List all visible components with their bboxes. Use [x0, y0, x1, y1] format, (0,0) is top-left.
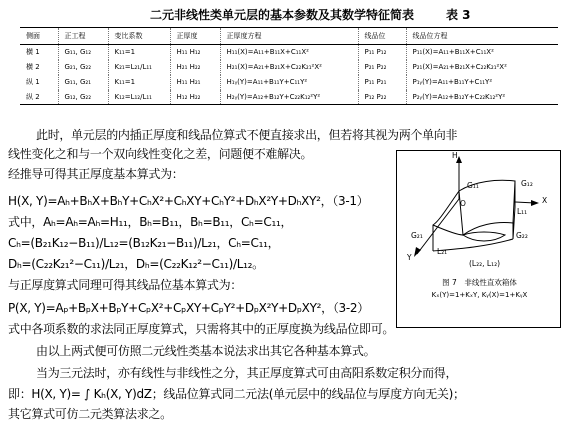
- table-row: [20, 45, 558, 60]
- body-line: 此时，单元层的内插正厚度和线品位算式不便直接求出，但若将其视为两个单向非: [36, 128, 458, 142]
- body-line: 当为三元法时，亦有线性与非线性之分，其正厚度算式可由高阳系数定积分而得，: [36, 366, 458, 380]
- table-cell: H₂₁(X)=A₂₁+B₂₁X+C₂₂K₂₁²X²: [220, 60, 358, 75]
- x-axis-arrow: [531, 200, 539, 206]
- body-line: 与正厚度算式同理可得其线品位基本算式为：: [8, 278, 243, 292]
- figure-formula: Kₓ(Y)=1+KₓY, Kᵧ(X)=1+KᵧX: [431, 291, 528, 299]
- label-g12: G₁₂: [521, 179, 533, 188]
- label-g22: G₂₂: [516, 231, 528, 240]
- table-cell: P₁₁(X)=A₁₁+B₁₁X+C₁₁X²: [406, 45, 558, 60]
- table-cell: K₁₁=1: [108, 75, 170, 90]
- table-cell: H₁₁ H₂₁: [170, 75, 220, 90]
- left-edge-top: [433, 191, 459, 249]
- label-x: X: [542, 196, 548, 205]
- body-line: 其它算式可仿二元类算法求之。: [8, 407, 172, 421]
- table-header-row: [20, 28, 558, 45]
- table-cell: 横 2: [26, 63, 40, 71]
- body-line: 式中，Aₕ=Aₕ=Aₕ=H₁₁，Bₕ=B₁₁，Bₕ=B₁₁，Cₕ=C₁₁，: [8, 215, 293, 229]
- table-cell: K₂₁=L₂₁/L₁₁: [108, 60, 170, 75]
- table-cell: H₁ᵧ(Y)=A₁₁+B₁₁Y+C₁₁Y²: [220, 75, 358, 90]
- table-cell: H₁₁(X)=A₁₁+B₁₁X+C₁₁X²: [220, 45, 358, 60]
- figure-7-box: [396, 150, 561, 328]
- col-header-grade-eq: 线品位方程: [406, 28, 558, 45]
- parameter-table: [20, 27, 558, 105]
- table-title-row: [0, 6, 565, 22]
- table-cell: K₁₁=1: [108, 45, 170, 60]
- label-l11: L₁₁: [517, 207, 528, 216]
- body-line: 经推导可得其正厚度基本算式为：: [8, 167, 184, 181]
- y-axis-arrow: [414, 247, 421, 257]
- label-g11: G₁₁: [467, 181, 479, 190]
- body-line: 式中各项系数的求法同正厚度算式，只需将其中的正厚度换为线品位即可。: [8, 322, 395, 336]
- table-cell: G₁₂, G₂₂: [58, 90, 108, 105]
- table-cell: P₂₁(X)=A₂₁+B₂₁X+C₂₂K₂₁²X²: [406, 60, 558, 75]
- body-line: Cₕ=(B₂₁K₁₂−B₁₁)/L₁₂=(B₁₂K₂₁−B₁₁)/L₂₁，Cₕ=C₁₁，: [8, 236, 280, 250]
- table-cell: G₁₁, G₁₂: [58, 45, 108, 60]
- body-line: 由以上两式便可仿照二元线性类基本说法求出其它各种基本算式。: [36, 344, 376, 358]
- y-axis: [417, 199, 459, 254]
- table-cell: P₁ᵧ(Y)=A₁₁+B₁₁Y+C₁₁Y²: [406, 75, 558, 90]
- label-y: Y: [407, 253, 412, 262]
- table-cell: P₁₁ P₂₁: [358, 75, 406, 90]
- table-row: [20, 90, 558, 105]
- table-row: [20, 75, 558, 90]
- table-cell: 横 1: [26, 48, 40, 57]
- table-cell: G₂₁, G₂₂: [58, 60, 108, 75]
- table-cell: P₁₁ P₁₂: [358, 45, 406, 60]
- body-line: Dₕ=(C₂₂K₂₁²−C₁₁)/L₂₁，Dₕ=(C₂₂K₁₂²−C₁₁)/L₁₂。: [8, 257, 264, 271]
- table-cell: G₁₁, G₂₁: [58, 75, 108, 90]
- col-header-thickness: 正厚度: [170, 28, 220, 45]
- table-cell: 纵 1: [26, 78, 40, 86]
- figure-caption: 图 7 非线性直欢箱体: [442, 278, 517, 287]
- table-title: 二元非线性类单元层的基本参数及其数学特征简表: [150, 8, 415, 22]
- table-cell: H₂ᵧ(Y)=A₁₂+B₁₂Y+C₂₂K₁₂²Y²: [220, 90, 358, 105]
- table-cell: P₂ᵧ(Y)=A₁₂+B₁₂Y+C₂₂K₁₂²Y²: [406, 90, 558, 105]
- label-l22: (L₂₂, L₁₂): [469, 259, 501, 268]
- col-header-side: 侧面: [20, 28, 58, 45]
- table-cell: H₁₂ H₂₂: [170, 90, 220, 105]
- front-edge-top: [433, 225, 463, 235]
- table-cell: P₂₁ P₂₂: [358, 60, 406, 75]
- label-g21: G₂₁: [411, 231, 423, 240]
- table-cell: 纵 2: [20, 90, 58, 105]
- body-line: 即：H(X, Y)= ∫ Kₕ(X, Y)dZ；线品位算式同二元法(单元层中的线品位与厚度方向无关)；: [8, 387, 465, 401]
- col-header-grade: 线品位: [358, 28, 406, 45]
- table-row: [20, 60, 558, 75]
- col-header-engineering: 正工程: [58, 28, 108, 45]
- body-line: P(X, Y)=Aₚ+BₚX+BₚY+CₚX²+CₚXY+CₚY²+DₚX²Y+DₚXY²，（3-2）: [8, 301, 369, 315]
- label-origin: O: [460, 199, 466, 208]
- base-curve: [463, 232, 505, 241]
- table-cell: H₁₁ H₁₂: [170, 45, 220, 60]
- table-cell: K₁₂=L₁₂/L₁₁: [108, 90, 170, 105]
- col-header-ratio: 变比系数: [108, 28, 170, 45]
- label-h: H: [452, 151, 458, 160]
- table-cell: H₂₁ H₂₂: [170, 60, 220, 75]
- label-l21: L₂₁: [437, 247, 448, 256]
- table-cell: P₁₂ P₂₂: [358, 90, 406, 105]
- table-number: 表 3: [446, 8, 471, 22]
- body-line: H(X, Y)=Aₕ+BₕX+BₕY+CₕX²+CₕXY+CₕY²+DₕX²Y+DₕXY²，（3-1）: [8, 194, 369, 208]
- nonlinear-box-diagram: [397, 151, 562, 276]
- col-header-thickness-eq: 正厚度方程: [220, 28, 358, 45]
- body-line: 线性变化之和与一个双向线性变化之差，问题便不难解决。: [8, 147, 313, 161]
